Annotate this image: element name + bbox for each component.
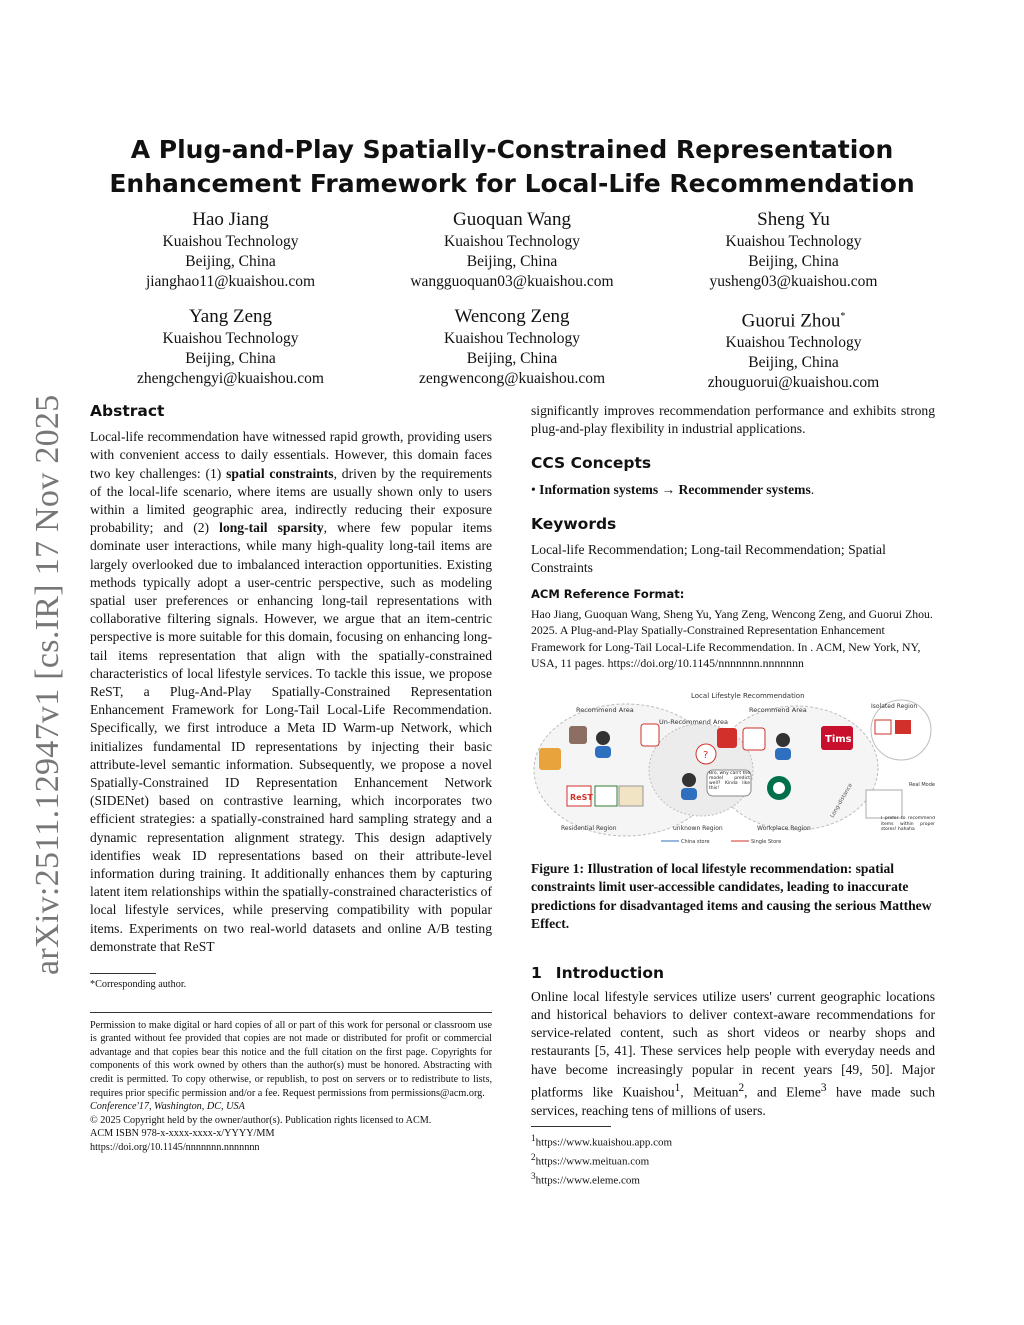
author-affiliation: Kuaishou Technology [725,334,862,352]
fig-china-store: China store [681,838,710,845]
author-affiliation: Kuaishou Technology [162,233,299,250]
author-affiliation: Kuaishou Technology [444,330,580,347]
abstract-emphasis: long-tail sparsity [219,520,324,536]
introduction-heading [531,964,935,982]
author-name: Guoquan Wang [453,209,571,230]
burger-icon [539,748,561,770]
abstract-part: Local-life recommendation have witnessed rapid growth, providing users with convenient access to daily essentials. However, this domain faces two key challenges: (1) [90,429,492,481]
fig-note: I prefer to recommend items within proper stores! hahaha [881,815,935,832]
author-row-1 [90,208,934,292]
ccs-heading: CCS Concepts [531,454,652,473]
author-name-text: Guorui Zhou [741,310,841,332]
author-email[interactable]: zhengchengyi@kuaishou.com [137,370,324,387]
author-affiliation: Kuaishou Technology [725,233,862,250]
footnote-item [531,1169,935,1188]
footnote-mark: 3 [531,1171,536,1182]
footnote-ref[interactable]: 2 [738,1081,745,1094]
author-location: Beijing, China [466,350,558,367]
footnote-divider [531,1126,611,1127]
author-location: Beijing, China [748,253,839,270]
corresponding-author-note: *Corresponding author. [90,979,187,991]
isolated-item-icon [875,720,891,734]
footnote-divider [90,973,156,974]
right-column [531,402,935,1188]
pastry-store-icon [595,786,617,806]
author-name: Yang Zeng [188,306,273,327]
introduction-text [531,988,935,1120]
user-body-icon [681,788,697,800]
figure-1 [531,690,935,846]
restaurant-logo-icon [717,728,737,748]
author-affiliation: Kuaishou Technology [444,233,580,250]
author-card [372,305,653,393]
footnote-ref[interactable]: 1 [674,1081,681,1094]
user-body-icon [775,748,791,760]
author-name: Sheng Yu [757,209,830,230]
abstract-text [90,428,492,956]
conference-line: Conference'17, Washington, DC, USA [90,1101,245,1113]
isolated-item-icon [895,720,911,734]
ccs-concepts [531,481,935,499]
ccs-bullet: • [531,481,540,497]
author-email[interactable]: zhouguorui@kuaishou.com [707,374,880,392]
abstract-emphasis: spatial constraints [226,465,334,481]
permission-text: Permission to make digital or hard copies of all or part of this work for personal or classroom use is granted without fee provided that copies are not made or distributed for profit or commercial advantage and that copies bear this notice and the full citation on the first page. Copyrights for components of this work owned by others than the author(s) must be honored. Abstracting with credit is permitted. To copy otherwise, or republish, to post on servers or to redistribute to lists, requires prior specific permission and/or a fee. Request permissions from permissions@acm.org. [90,1019,492,1099]
acm-reference-text: Hao Jiang, Guoquan Wang, Sheng Yu, Yang Zeng, Wencong Zeng, and Guorui Zhou. 2025. A Plug-and-Play Spatially-Constrained Representation Enhancement Framework for Long-Tail Local-Life Recommendation. In . ACM, New York, NY, USA, 11 pages. https://doi.org/10.1145/nnnnnnn.nnnnnnn [531,606,933,671]
section-title: Introduction [555,963,665,982]
arxiv-identifier: arXiv:2511.12947v1 [cs.IR] 17 Nov 2025 [29,394,66,975]
author-name [653,305,934,333]
ccs-arrow: → [658,481,679,497]
author-email[interactable]: yusheng03@kuaishou.com [709,273,878,290]
author-email[interactable]: zengwencong@kuaishou.com [418,370,605,387]
speech-bubble-text-wrap [709,771,750,796]
author-card [653,305,934,393]
doi-link[interactable]: https://doi.org/10.1145/nnnnnnn.nnnnnnn [90,1142,260,1154]
footnote-item [531,1131,935,1150]
speech-bubble-text: Bro, why can't the model predict well? Kinda like this! [709,770,750,791]
footnote-url[interactable]: https://www.meituan.com [535,1155,650,1168]
fig-recommend-area-left: Recommend Area [576,705,634,714]
fig-recommend-area-right: Recommend Area [749,705,807,714]
fig-note-wrap [881,816,935,846]
author-location: Beijing, China [185,350,276,367]
author-location: Beijing, China [185,253,276,270]
map-icon [866,790,902,818]
footnote-item [531,1150,935,1169]
figure-1-caption: Figure 1: Illustration of local lifestyle recommendation: spatial constraints limit user-accessible candidates, leading to inaccurate predictions for disadvantaged items and causing the serious Matthew Effect. [531,860,932,932]
local-shop-icon [619,786,643,806]
ccs-end: . [810,481,815,497]
author-name: Wencong Zeng [454,306,570,327]
footnote-url[interactable]: https://www.eleme.com [535,1174,640,1187]
author-email[interactable]: jianghao11@kuaishou.com [145,273,316,290]
user-avatar-icon [596,731,610,745]
ramen-shop-icon [641,724,659,746]
author-email[interactable]: wangguoquan03@kuaishou.com [410,273,614,290]
author-card [372,208,653,292]
fig-single-store: Single Store [751,838,782,845]
acm-reference-heading: ACM Reference Format: [531,587,685,602]
author-card [653,208,934,292]
author-card [90,305,371,393]
intro-part: , and Eleme [744,1084,821,1100]
user-avatar-icon [682,773,696,787]
fig-tims-label: Tims [825,733,852,745]
ccs-subconcept: Recommender systems [678,481,811,497]
keywords-text: Local-life Recommendation; Long-tail Recommendation; Spatial Constraints [531,542,886,576]
author-row-2 [90,305,934,393]
footnote-mark: 1 [531,1132,536,1143]
intro-part: Online local lifestyle services utilize users' current geographic locations and historical behaviors to deliver context-aware recommendations for service-related content, such as short videos or nearby shops and restaurants [5, 41]. These services help people with everyday needs and have become increasingly popular in recent years [49, 50]. Major platforms like Kuaishou [531,988,935,1100]
left-column [90,402,492,1155]
figure-1-illustration [531,690,935,846]
fig-long-distance: Long-distance [829,782,855,819]
fig-unrecommend-area: Un-Recommend Area [659,717,728,726]
permission-divider [90,1012,492,1013]
fig-top-label: Local Lifestyle Recommendation [691,691,805,700]
author-card [90,208,371,292]
author-affiliation: Kuaishou Technology [162,330,299,347]
isbn-line: ACM ISBN 978-x-xxxx-xxxx-x/YYYY/MM [90,1128,275,1140]
author-name: Hao Jiang [192,209,269,230]
svg-text:?: ? [703,749,709,761]
paper-title [100,133,924,201]
abstract-heading: Abstract [90,402,165,420]
intro-part: , Meituan [680,1084,739,1100]
store-logo-icon [743,728,765,750]
title-line-2: Enhancement Framework for Local-Life Recommendation [109,169,915,198]
abstract-part: , where few popular items dominate user interactions, while many high-quality long-tail items are largely overlooked due to imbalanced interaction opportunities. Existing methods typically adopt a user-centric perspective, such as modeling spatial user preferences or enhancing long-tail representations with collaborative filtering signals. However, we argue that an item-centric perspective is more suitable for this domain, focusing on enhancing long-tail items representation that align with the spatially-constrained characteristics of local lifestyle services. To tackle this issue, we propose ReST, a Plug-And-Play Spatially-Constrained Representation Enhancement Framework for Long-Tail Local-Life Recommendation. Specifically, we first introduce a Meta ID Warm-up Network, which initializes fundamental ID representations by injecting their basic attribute-level semantic information. Subsequently, we propose a novel Spatially-Constrained ID Representation Enhancement Network (SIDENet) based on contrastive learning, which incorporates two efficient strategies: a spatially-constrained hard sampling strategy and a dynamic representation alignment strategy. This design adaptively identifies weak ID representations based on their attribute-level information during training. It additionally enhances them by capturing latent item relationships within the spatially-constrained characteristics of local lifestyle services, while preserving compatibility with popular items. Experiments on two real-world datasets and online A/B testing demonstrate that ReST [90,520,492,954]
title-line-1: A Plug-and-Play Spatially-Constrained Representation [130,135,894,164]
fig-rest-label: ReST [570,792,593,802]
footnote-ref[interactable]: 3 [820,1081,827,1094]
fig-residential-region: Residential Region [561,824,617,832]
author-block [90,208,934,406]
abstract-part: , driven by the requirements of the local-life scenario, where items are usually shown only to users within a limited geographic area, indirectly reducing their exposure probability; and (2) [90,465,492,536]
section-number: 1 [531,963,542,982]
fig-unknown-region: unknown Region [673,824,723,832]
corresponding-mark: * [840,311,846,322]
permission-block [90,1019,492,1155]
user-avatar-icon [776,733,790,747]
fig-workplace-region: Workplace Region [757,824,811,832]
footnote-list [531,1131,935,1188]
fig-real-model: Real Model [909,781,935,788]
fig-isolated-label: Isolated Region [871,702,918,710]
author-location: Beijing, China [748,354,839,372]
intro-part: have made such services, reaching tens of millions of users. [531,1084,936,1118]
footnote-url[interactable]: https://www.kuaishou.app.com [535,1136,673,1149]
abstract-continued: significantly improves recommendation performance and exhibits strong plug-and-play flexibility in industrial applications. [531,403,935,437]
ccs-concept: Information systems [539,481,659,497]
author-location: Beijing, China [466,253,558,270]
keywords-heading: Keywords [531,514,617,533]
copyright-line: © 2025 Copyright held by the owner/author(s). Publication rights licensed to ACM. [90,1114,432,1126]
footnote-mark: 2 [531,1151,536,1162]
user-body-icon [595,746,611,758]
food-item-icon [569,726,587,744]
